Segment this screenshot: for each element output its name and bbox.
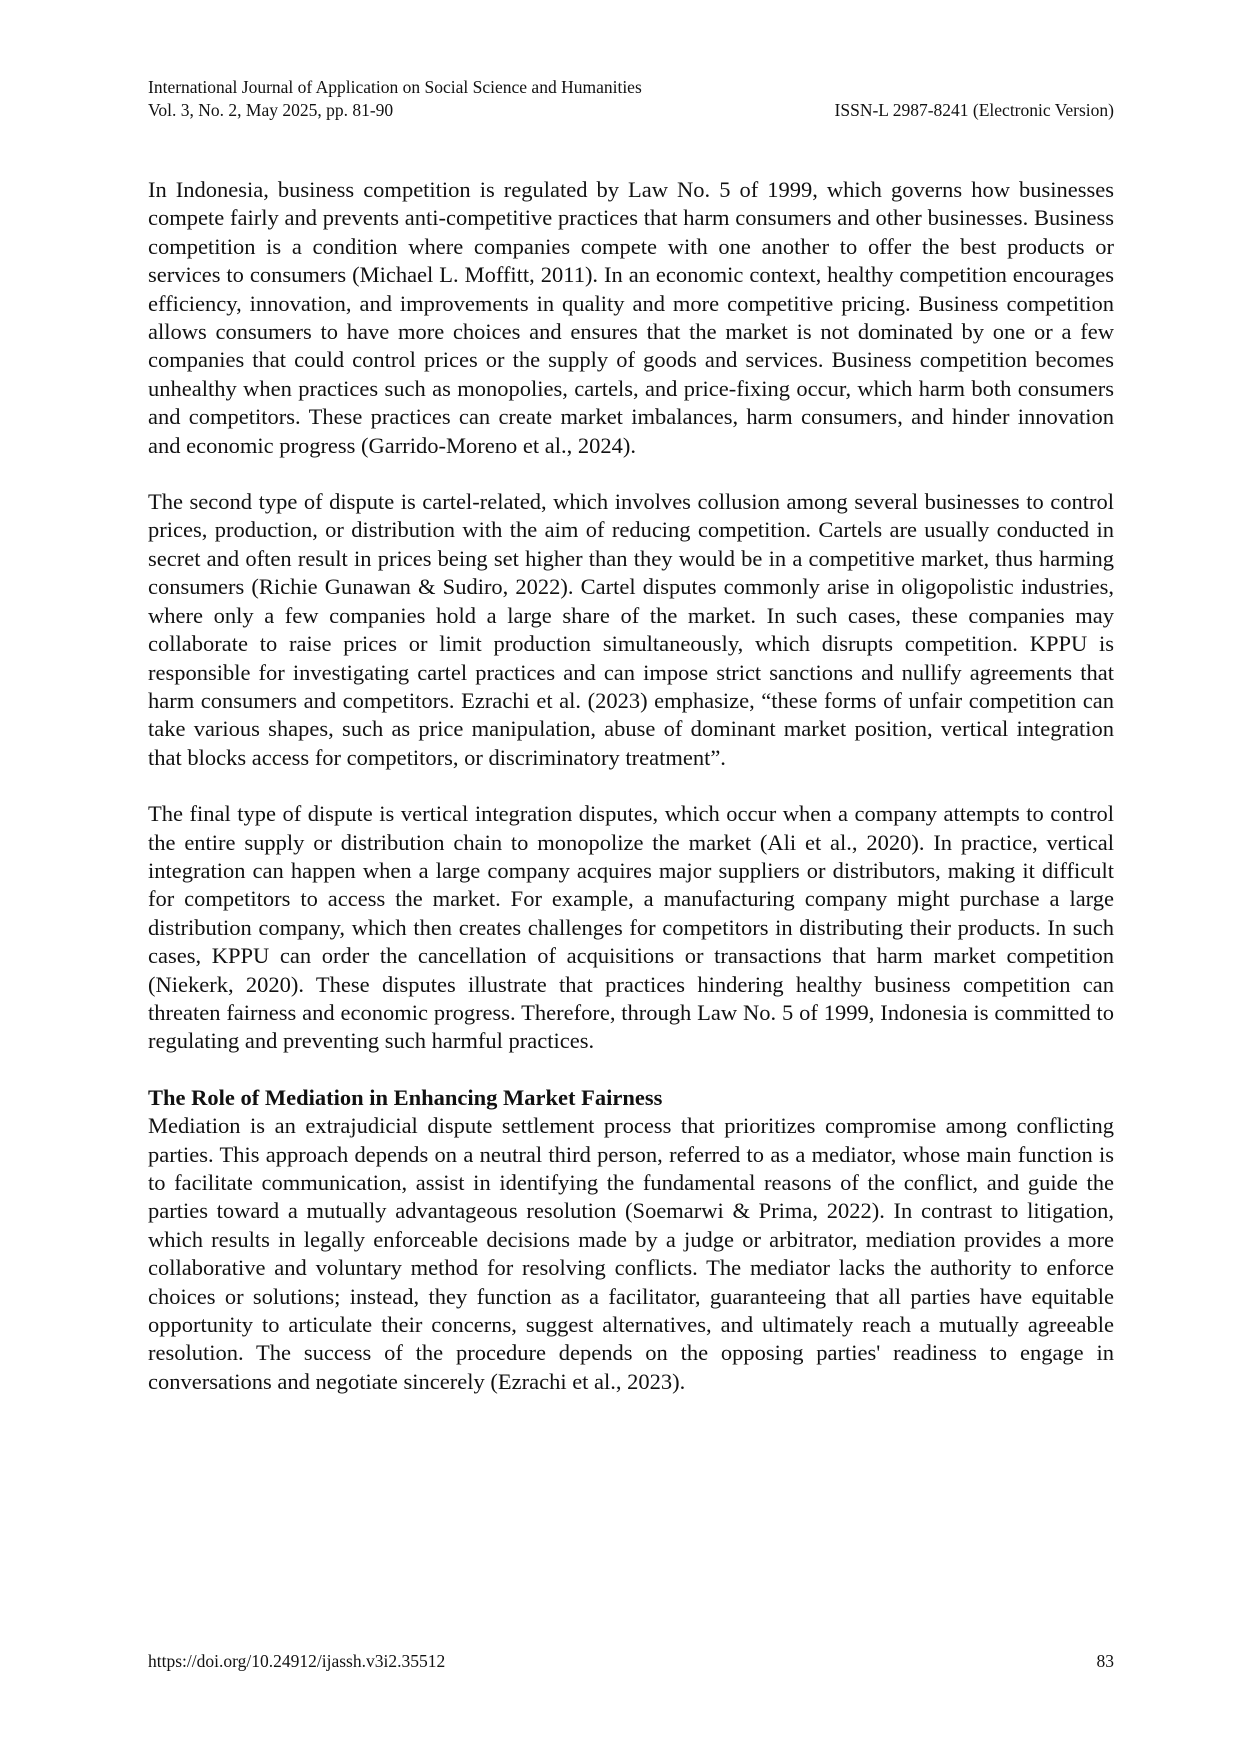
page-footer (148, 1650, 1114, 1673)
body-text (148, 176, 1114, 1424)
issn: ISSN-L 2987-8241 (Electronic Version) (834, 100, 1114, 120)
paragraph-vertical-integration: The final type of dispute is vertical integration disputes, which occur when a company attempts to control the entire supply or distribution chain to monopolize the market (Ali et al., 2020). In practice, vertical integration can happen when a large company acquires major suppliers or distributors, making it difficult for competitors to access the market. For example, a manufacturing company might purchase a large distribution company, which then creates challenges for competitors in distributing their products. In such cases, KPPU can order the cancellation of acquisitions or transactions that harm market competition (Niekerk, 2020). These disputes illustrate that practices hindering healthy business competition can threaten fairness and economic progress. Therefore, through Law No. 5 of 1999, Indonesia is committed to regulating and preventing such harmful practices. (148, 801, 1114, 1054)
paragraph-cartel-disputes: The second type of dispute is cartel-related, which involves collusion among several businesses to control prices, production, or distribution with the aim of reducing competition. Cartels are usually conducted in secret and often result in prices being set higher than they would be in a competitive market, thus harming consumers (Richie Gunawan & Sudiro, 2022). Cartel disputes commonly arise in oligopolistic industries, where only a few companies hold a large share of the market. In such cases, these companies may collaborate to raise prices or limit production simultaneously, which disrupts competition. KPPU is responsible for investigating cartel practices and can impose strict sanctions and nullify agreements that harm consumers and competitors. Ezrachi et al. (2023) emphasize, “these forms of unfair competition can take various shapes, such as price manipulation, abuse of dominant market position, vertical integration that blocks access for competitors, or discriminatory treatment”. (148, 489, 1114, 770)
paragraph-mediation: Mediation is an extrajudicial dispute settlement process that prioritizes compromise among conflicting parties. This approach depends on a neutral third person, referred to as a mediator, whose main function is to facilitate communication, assist in identifying the fundamental reasons of the conflict, and guide the parties toward a mutually advantageous resolution (Soemarwi & Prima, 2022). In contrast to litigation, which results in legally enforceable decisions made by a judge or arbitrator, mediation provides a more collaborative and voluntary method for resolving conflicts. The mediator lacks the authority to enforce choices or solutions; instead, they function as a facilitator, guaranteeing that all parties have equitable opportunity to articulate their concerns, suggest alternatives, and ultimately reach a mutually agreeable resolution. The success of the procedure depends on the opposing parties' readiness to engage in conversations and negotiate sincerely (Ezrachi et al., 2023). (148, 1113, 1114, 1394)
volume-info: Vol. 3, No. 2, May 2025, pp. 81-90 (148, 100, 394, 120)
page-number: 83 (1096, 1651, 1114, 1671)
doi-link[interactable]: https://doi.org/10.24912/ijassh.v3i2.35512 (148, 1651, 446, 1671)
section-heading: The Role of Mediation in Enhancing Market Fairness (148, 1084, 663, 1110)
journal-title: International Journal of Application on Social Science and Humanities (148, 77, 642, 97)
header-info-row (148, 99, 1114, 122)
running-header (148, 76, 1114, 122)
paragraph-competition-regulation: In Indonesia, business competition is regulated by Law No. 5 of 1999, which governs how businesses compete fairly and prevents anti-competitive practices that harm consumers and other businesses. Business competition is a condition where companies compete with one another to offer the best products or services to consumers (Michael L. Moffitt, 2011). In an economic context, healthy competition encourages efficiency, innovation, and improvements in quality and more competitive pricing. Business competition allows consumers to have more choices and ensures that the market is not dominated by one or a few companies that could control prices or the supply of goods and services. Business competition becomes unhealthy when practices such as monopolies, cartels, and price-fixing occur, which harm both consumers and competitors. These practices can create market imbalances, harm consumers, and hinder innovation and economic progress (Garrido-Moreno et al., 2024). (148, 177, 1114, 458)
